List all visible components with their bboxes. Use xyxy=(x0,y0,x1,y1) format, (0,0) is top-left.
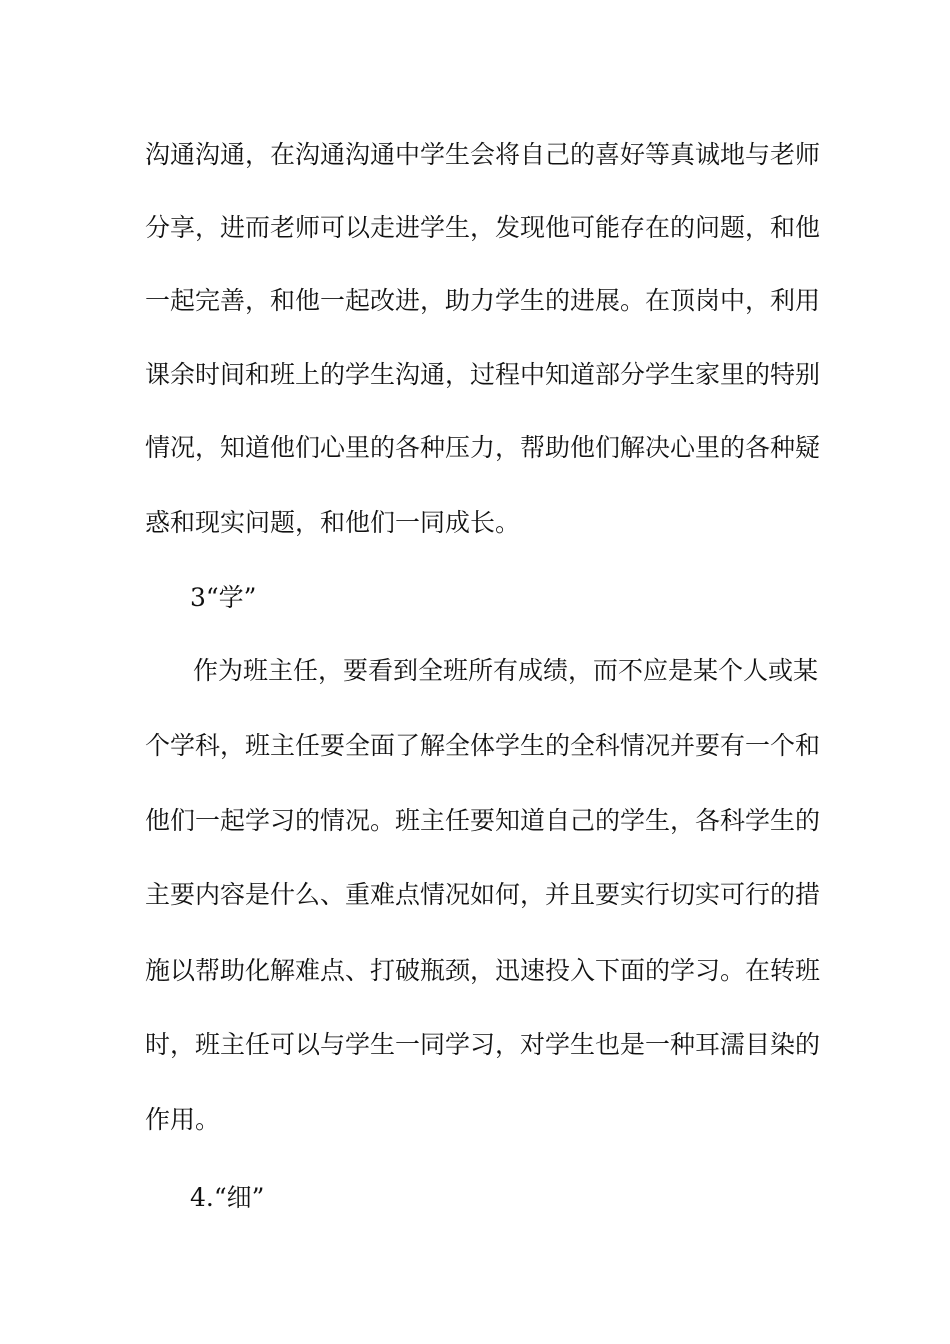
paragraph-1-line-1: 沟通沟通，在沟通沟通中学生会将自己的喜好等真诚地与老师 xyxy=(145,140,821,169)
paragraph-2-line-5: 施以帮助化解难点、打破瓶颈，迅速投入下面的学习。在转班 xyxy=(145,956,821,985)
paragraph-2-line-7: 作用。 xyxy=(145,1105,221,1134)
paragraph-1-line-6: 惑和现实问题，和他们一同成长。 xyxy=(145,508,521,537)
paragraph-2-line-3: 他们一起学习的情况。班主任要知道自己的学生，各科学生的 xyxy=(145,806,821,835)
paragraph-1-line-2: 分享，进而老师可以走进学生，发现他可能存在的问题，和他 xyxy=(145,213,821,242)
paragraph-2-line-2: 个学科，班主任要全面了解全体学生的全科情况并要有一个和 xyxy=(145,731,821,760)
paragraph-2-line-6: 时，班主任可以与学生一同学习，对学生也是一种耳濡目染的 xyxy=(145,1030,821,1059)
section-heading-4: 4.“细” xyxy=(190,1183,265,1212)
paragraph-1-line-5: 情况，知道他们心里的各种压力，帮助他们解决心里的各种疑 xyxy=(145,433,821,462)
paragraph-1-line-3: 一起完善，和他一起改进，助力学生的进展。在顶岗中，利用 xyxy=(145,286,821,315)
paragraph-2-line-1: 作为班主任，要看到全班所有成绩，而不应是某个人或某 xyxy=(193,656,819,685)
paragraph-1-line-4: 课余时间和班上的学生沟通，过程中知道部分学生家里的特别 xyxy=(145,360,821,389)
section-heading-3: 3“学” xyxy=(190,583,257,612)
paragraph-2-line-4: 主要内容是什么、重难点情况如何，并且要实行切实可行的措 xyxy=(145,880,821,909)
